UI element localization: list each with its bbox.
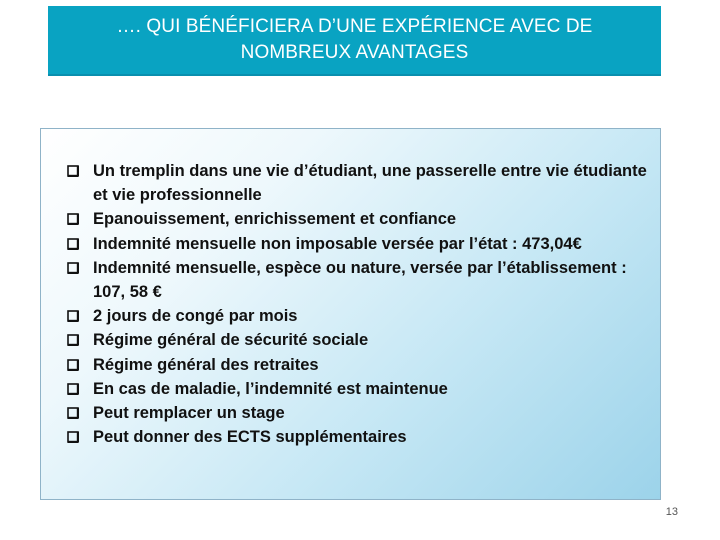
hollow-square-bullet-icon bbox=[67, 401, 93, 425]
hollow-square-bullet-icon bbox=[67, 207, 93, 231]
list-item bbox=[67, 377, 647, 401]
slide-title: …. QUI BÉNÉFICIERA D’UNE EXPÉRIENCE AVEC DE NOMBREUX AVANTAGES bbox=[116, 16, 593, 63]
list-item bbox=[67, 353, 647, 377]
list-item-text: Epanouissement, enrichissement et confiance bbox=[93, 210, 457, 229]
list-item-text: Un tremplin dans une vie d’étudiant, une passerelle entre vie étudiante et vie professionnelle bbox=[93, 162, 647, 205]
hollow-square-bullet-icon bbox=[67, 304, 93, 328]
benefits-list bbox=[67, 159, 647, 449]
slide-title-banner bbox=[48, 6, 661, 76]
hollow-square-bullet-icon bbox=[67, 328, 93, 352]
list-item-text: En cas de maladie, l’indemnité est maintenue bbox=[93, 379, 448, 398]
list-item bbox=[67, 232, 647, 256]
list-item bbox=[67, 256, 647, 304]
list-item bbox=[67, 304, 647, 328]
hollow-square-bullet-icon bbox=[67, 353, 93, 377]
list-item bbox=[67, 207, 647, 231]
list-item-text: 2 jours de congé par mois bbox=[93, 307, 298, 326]
list-item-text: Régime général des retraites bbox=[93, 355, 319, 374]
hollow-square-bullet-icon bbox=[67, 256, 93, 280]
benefits-panel bbox=[40, 128, 661, 500]
list-item bbox=[67, 159, 647, 207]
list-item bbox=[67, 401, 647, 425]
list-item-text: Régime général de sécurité sociale bbox=[93, 331, 369, 350]
list-item-text: Peut donner des ECTS supplémentaires bbox=[93, 428, 407, 447]
list-item-text: Indemnité mensuelle non imposable versée par l’état : 473,04€ bbox=[93, 234, 582, 253]
hollow-square-bullet-icon bbox=[67, 159, 93, 183]
page-number: 13 bbox=[665, 506, 678, 518]
hollow-square-bullet-icon bbox=[67, 425, 93, 449]
list-item bbox=[67, 425, 647, 449]
list-item-text: Indemnité mensuelle, espèce ou nature, versée par l’établissement : 107, 58 € bbox=[93, 258, 627, 302]
list-item-text: Peut remplacer un stage bbox=[93, 404, 285, 423]
list-item bbox=[67, 328, 647, 352]
hollow-square-bullet-icon bbox=[67, 232, 93, 256]
hollow-square-bullet-icon bbox=[67, 377, 93, 401]
